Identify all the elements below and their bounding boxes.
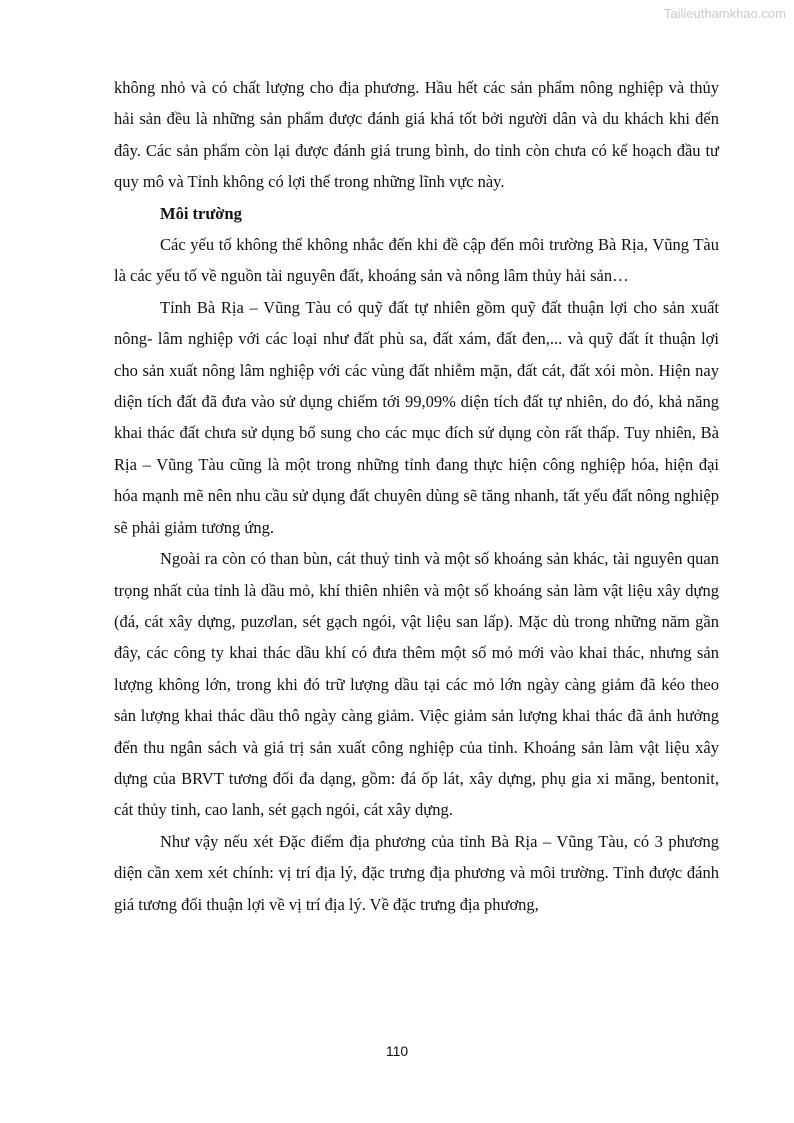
page-number: 110 [385,1043,409,1059]
paragraph-5: Như vậy nếu xét Đặc điểm địa phương của tỉnh Bà Rịa – Vũng Tàu, có 3 phương diện cần xem xét chính: vị trí địa lý, đặc trưng địa phương và môi trường. Tỉnh được đánh giá tương đối thuận lợi về vị trí địa lý. Về đặc trưng địa phương, [114,831,719,914]
section-heading: Môi trường [160,203,242,223]
watermark: Tailieuthamkhao.com [663,6,786,21]
paragraph-4: Ngoài ra còn có than bùn, cát thuỷ tinh và một số khoáng sản khác, tài nguyên quan trọng nhất của tỉnh là dầu mỏ, khí thiên nhiên và một số khoáng sản làm vật liệu xây dựng (đá, cát xây dựng, puzơlan, sét gạch ngói, vật liệu san lấp). Mặc dù trong những năm gần đây, các công ty khai thác dầu khí có đưa thêm một số mỏ mới vào khai thác, nhưng sản lượng không lớn, trong khi đó trữ lượng dầu tại các mỏ lớn ngày càng giảm đã kéo theo sản lượng khai thác dầu thô ngày càng giảm. Việc giảm sản lượng khai thác đã ảnh hưởng đến thu ngân sách và giá trị sản xuất công nghiệp của tỉnh. Khoáng sản làm vật liệu xây dựng của BRVT tương đối đa dạng, gồm: đá ốp lát, xây dựng, phụ gia xi măng, bentonit, cát thủy tinh, cao lanh, sét gạch ngói, cát xây dựng. [114,549,719,820]
paragraph-1: không nhỏ và có chất lượng cho địa phương. Hầu hết các sản phẩm nông nghiệp và thủy hải sản đều là những sản phẩm được đánh giá khá tốt bởi người dân và du khách khi đến đây. Các sản phẩm còn lại được đánh giá trung bình, do tỉnh còn chưa có kế hoạch đầu tư quy mô và Tỉnh không có lợi thế trong những lĩnh vực này. [114,78,719,192]
paragraph-2: Các yếu tố không thể không nhắc đến khi đề cập đến môi trường Bà Rịa, Vũng Tàu là các yếu tố về nguồn tài nguyên đất, khoáng sản và nông lâm thủy hải sản… [114,235,719,286]
paragraph-3: Tỉnh Bà Rịa – Vũng Tàu có quỹ đất tự nhiên gồm quỹ đất thuận lợi cho sản xuất nông- lâm nghiệp với các loại như đất phù sa, đất xám, đất đen,... và quỹ đất ít thuận lợi cho sản xuất nông lâm nghiệp với các vùng đất nhiễm mặn, đất cát, đất xói mòn. Hiện nay diện tích đất đã đưa vào sử dụng chiếm tới 99,09% diện tích đất tự nhiên, do đó, khả năng khai thác đất chưa sử dụng bổ sung cho các mục đích sử dụng còn rất thấp. Tuy nhiên, Bà Rịa – Vũng Tàu cũng là một trong những tỉnh đang thực hiện công nghiệp hóa, hiện đại hóa mạnh mẽ nên nhu cầu sử dụng đất chuyên dùng sẽ tăng nhanh, tất yếu đất nông nghiệp sẽ phải giảm tương ứng. [114,297,719,537]
page-body [114,72,719,920]
